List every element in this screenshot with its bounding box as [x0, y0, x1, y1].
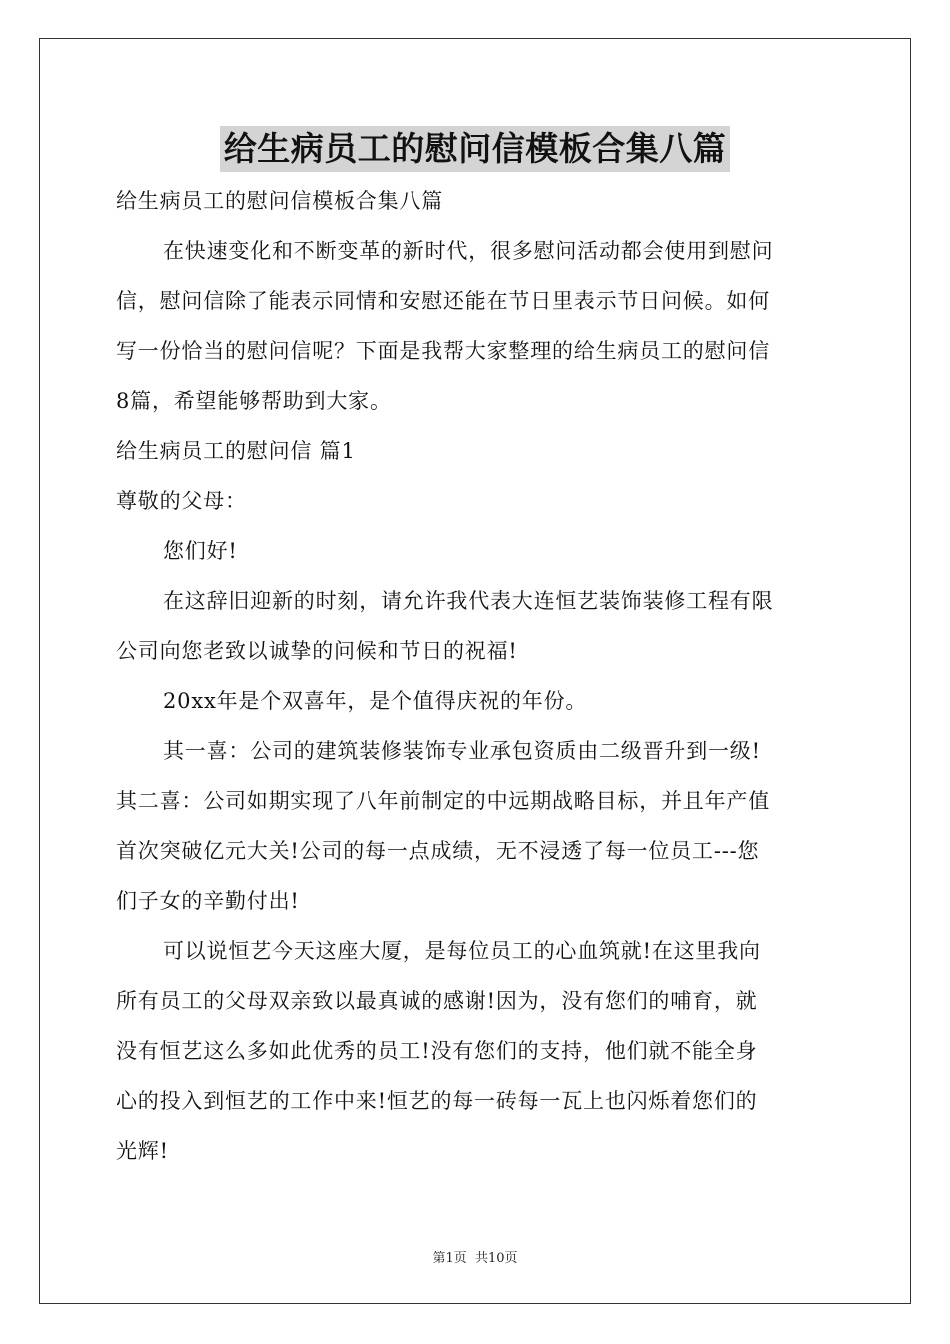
text-line: 您们好! — [163, 539, 238, 563]
text-line: 在快速变化和不断变革的新时代，很多慰问活动都会使用到慰问 — [163, 239, 774, 263]
text-line: 写一份恰当的慰问信呢？下面是我帮大家整理的给生病员工的慰问信 — [116, 339, 770, 363]
text-line: 在这辞旧迎新的时刻，请允许我代表大连恒艺装饰装修工程有限 — [163, 589, 774, 613]
text-line: 们子女的辛勤付出! — [116, 889, 300, 913]
text-line: 20xx年是个双喜年，是个值得庆祝的年份。 — [163, 689, 588, 713]
text-line: 8篇，希望能够帮助到大家。 — [116, 389, 392, 413]
text-line: 可以说恒艺今天这座大厦，是每位员工的心血筑就!在这里我向 — [163, 939, 761, 963]
text-line: 公司向您老致以诚挚的问候和节日的祝福! — [116, 639, 518, 663]
text-line: 其二喜：公司如期实现了八年前制定的中远期战略目标，并且年产值 — [116, 789, 770, 813]
text-line: 没有恒艺这么多如此优秀的员工!没有您们的支持，他们就不能全身 — [116, 1039, 758, 1063]
text-line: 给生病员工的慰问信模板合集八篇 — [116, 189, 443, 213]
document-title: 给生病员工的慰问信模板合集八篇 — [220, 126, 731, 172]
total-pages: 共10页 — [474, 1251, 518, 1266]
text-line: 尊敬的父母： — [116, 489, 247, 513]
text-line: 所有员工的父母双亲致以最真诚的感谢!因为，没有您们的哺育，就 — [116, 989, 758, 1013]
text-line: 首次突破亿元大关!公司的每一点成绩，无不浸透了每一位员工---您 — [116, 839, 760, 863]
page-number: 第1页 — [432, 1251, 467, 1266]
title-container — [0, 126, 950, 172]
page-footer — [0, 1247, 950, 1266]
text-line: 给生病员工的慰问信 篇1 — [116, 439, 356, 463]
text-line: 其一喜：公司的建筑装修装饰专业承包资质由二级晋升到一级! — [163, 739, 761, 763]
text-line: 心的投入到恒艺的工作中来!恒艺的每一砖每一瓦上也闪烁着您们的 — [116, 1089, 758, 1113]
document-body — [116, 176, 834, 1176]
text-line: 光辉! — [116, 1139, 169, 1163]
text-line: 信，慰问信除了能表示同情和安慰还能在节日里表示节日问候。如何 — [116, 289, 770, 313]
